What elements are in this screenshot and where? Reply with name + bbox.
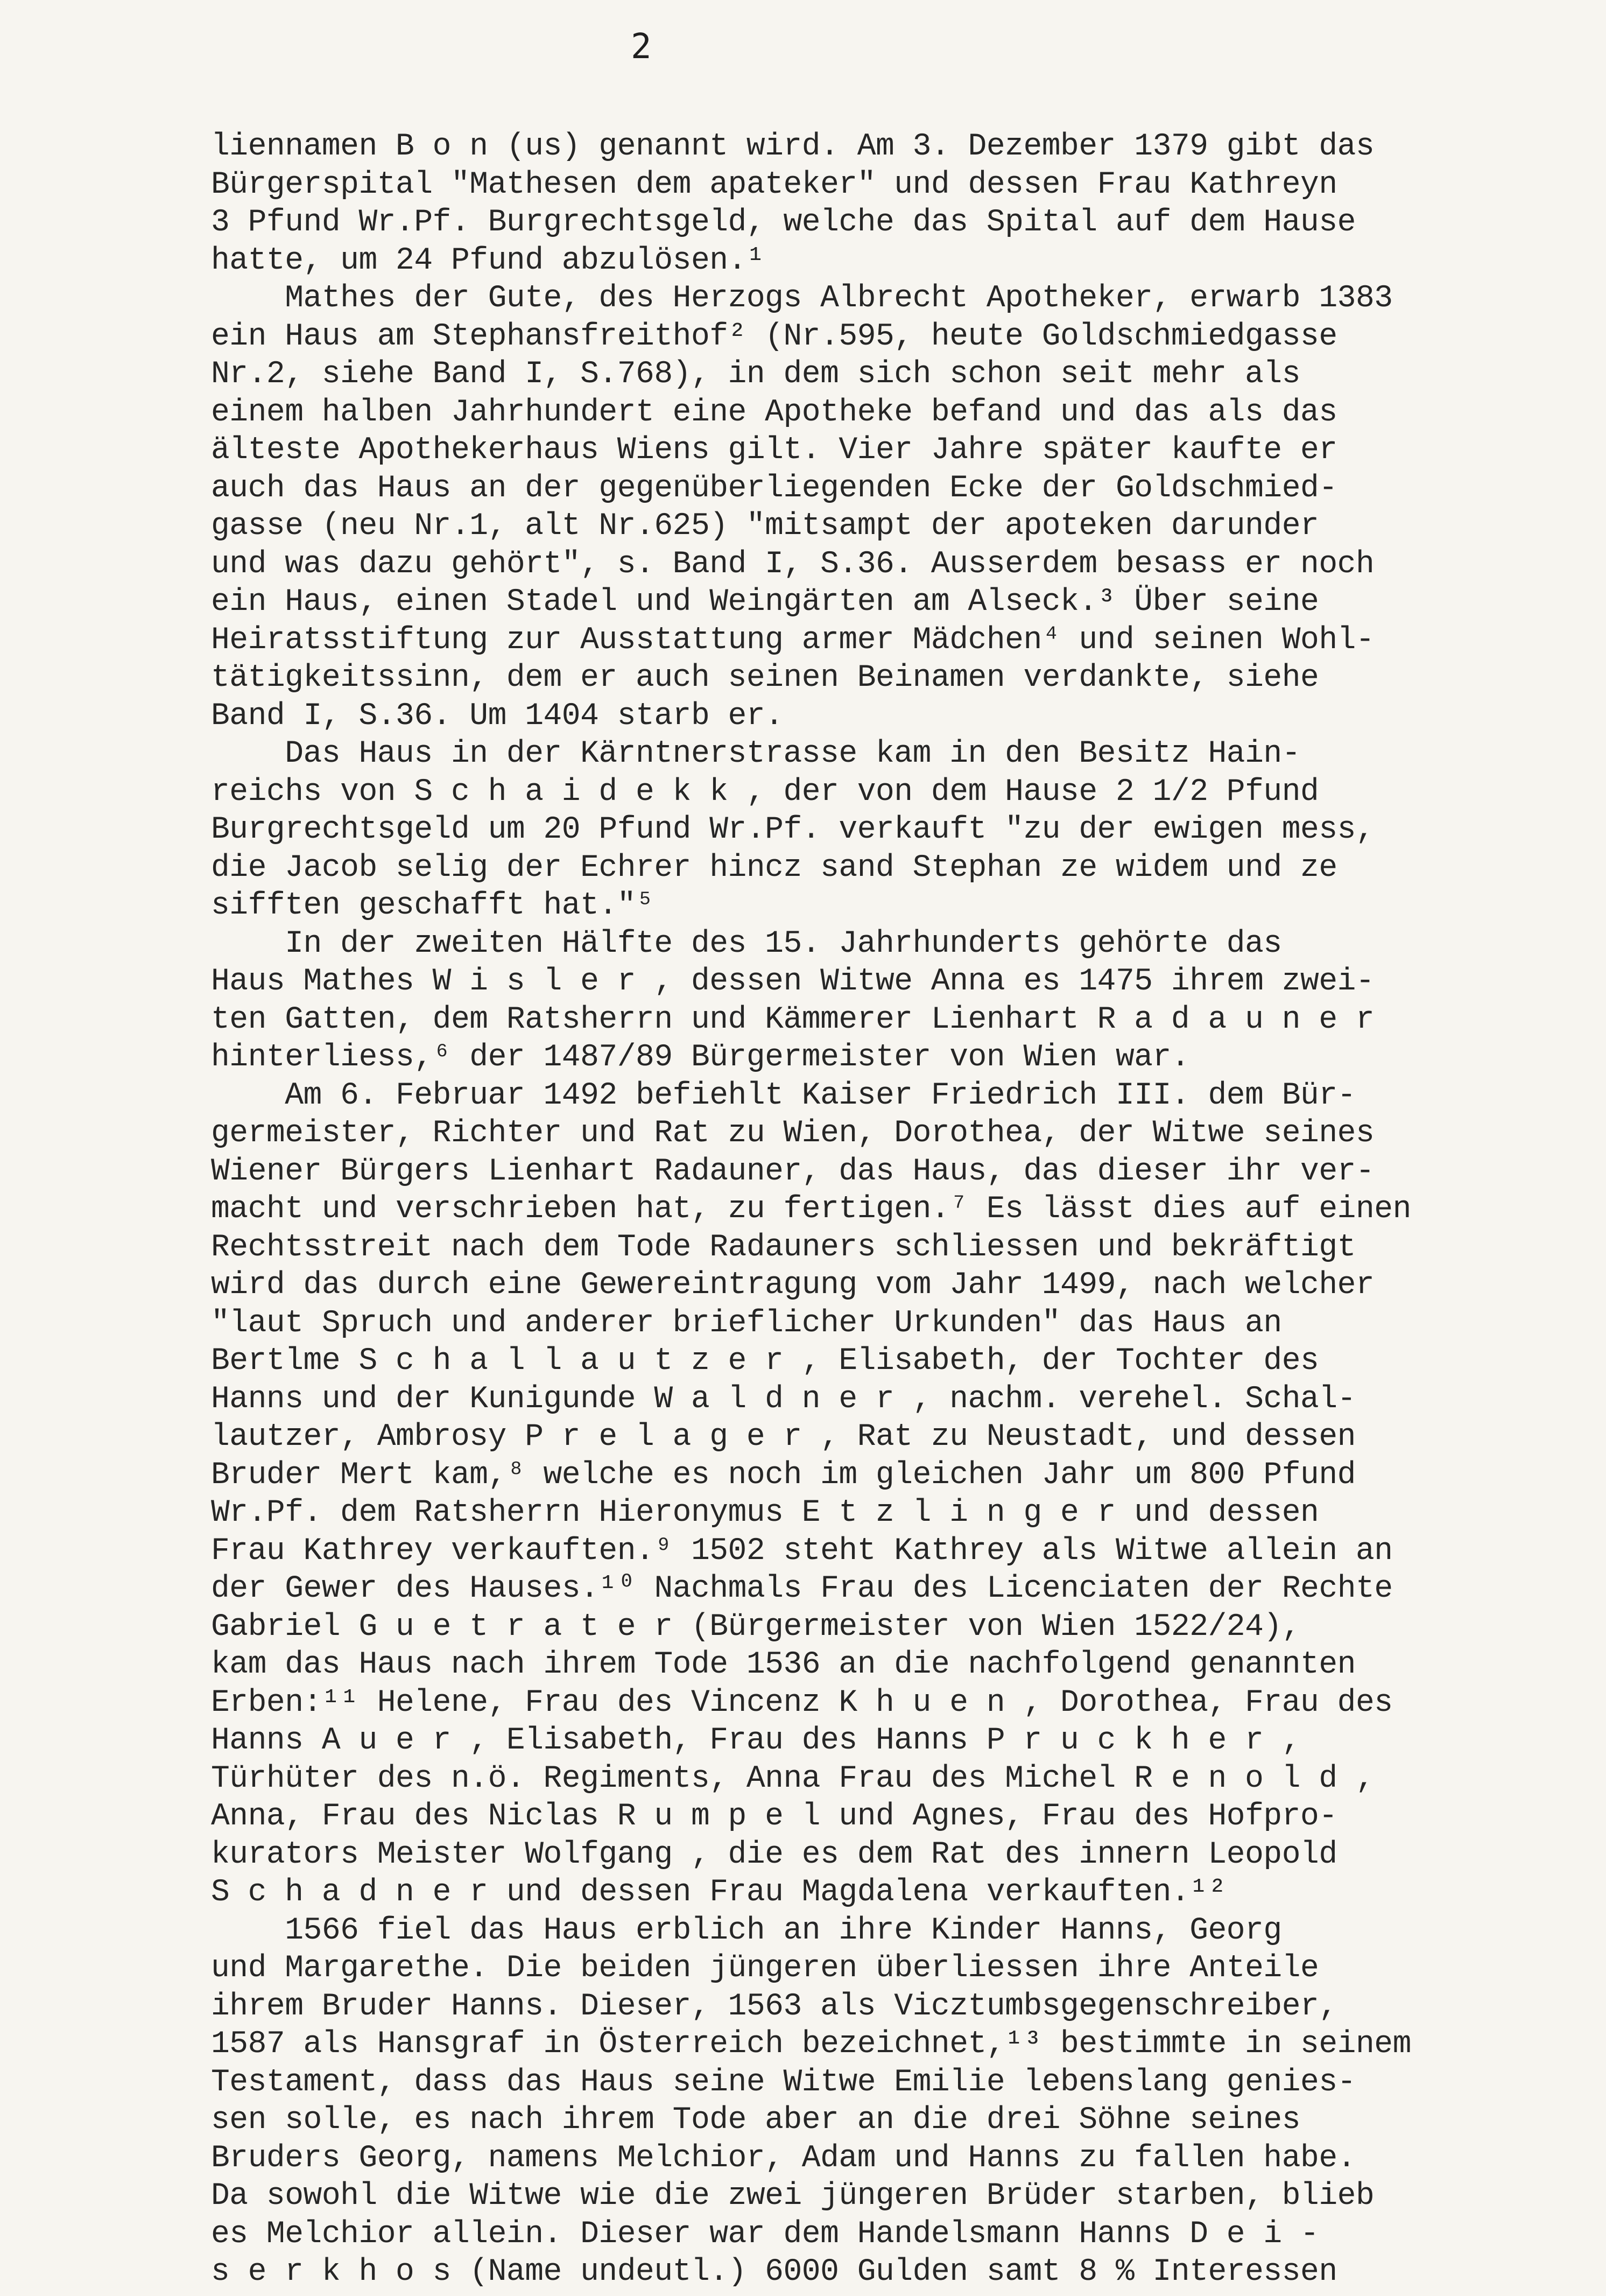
page-number: 2 xyxy=(631,27,652,67)
document-text: liennamen B o n (us) genannt wird. Am 3. Dezember 1379 gibt das Bürgerspital "Mathesen dem apateker" und dessen Frau Kathreyn 3 Pfund Wr.Pf. Burgrechtsgeld, welche das Spital auf dem Hause hatte, um 24 Pfund abzulösen.¹ Mathes der Gute, des Herzogs Albrecht Apotheker, erwarb 1383 ein Haus am Stephansfreithof² (Nr.595, heute Goldschmiedgasse Nr.2, siehe Band I, S.768), in dem sich schon seit mehr als einem halben Jahrhundert eine Apotheke befand und das als das älteste Apothekerhaus Wiens gilt. Vier Jahre später kaufte er auch das Haus an der gegenüberliegenden Ecke der Goldschmied- gasse (neu Nr.1, alt Nr.625) "mitsampt der apoteken darunder und was dazu gehört", s. Band I, S.36. Ausserdem besass er noch ein Haus, einen Stadel und Weingärten am Alseck.³ Über seine Heiratsstiftung zur Ausstattung armer Mädchen⁴ und seinen Wohl- tätigkeitssinn, dem er auch seinen Beinamen verdankte, siehe Band I, S.36. Um 1404 starb er. Das Haus in der Kärntnerstrasse kam in den Besitz Hain- reichs von S c h a i d e k k , der von dem Hause 2 1/2 Pfund Burgrechtsgeld um 20 Pfund Wr.Pf. verkauft "zu der ewigen mess, die Jacob selig der Echrer hincz sand Stephan ze widem und ze sifften geschafft hat."⁵ In der zweiten Hälfte des 15. Jahrhunderts gehörte das Haus Mathes W i s l e r , dessen Witwe Anna es 1475 ihrem zwei- ten Gatten, dem Ratsherrn und Kämmerer Lienhart R a d a u n e r hinterliess,⁶ der 1487/89 Bürgermeister von Wien war. Am 6. Februar 1492 befiehlt Kaiser Friedrich III. dem Bür- germeister, Richter und Rat zu Wien, Dorothea, der Witwe seines Wiener Bürgers Lienhart Radauner, das Haus, das dieser ihr ver- macht und verschrieben hat, zu fertigen.⁷ Es lässt dies auf einen Rechtsstreit nach dem Tode Radauners schliessen und bekräftigt wird das durch eine Gewereintragung vom Jahr 1499, nach welcher "laut Spruch und anderer brieflicher Urkunden" das Haus an Bertlme S c h a l l a u t z e r , Elisabeth, der Tochter des Hanns und der Kunigunde W a l d n e r , nachm. verehel. Schal- lautzer, Ambrosy P r e l a g e r , Rat zu Neustadt, und dessen Bruder Mert kam,⁸ welche es noch im gleichen Jahr um 800 Pfund Wr.Pf. dem Ratsherrn Hieronymus E t z l i n g e r und dessen Frau Kathrey verkauften.⁹ 1502 steht Kathrey als Witwe allein an der Gewer des Hauses.¹⁰ Nachmals Frau des Licenciaten der Rechte Gabriel G u e t r a t e r (Bürgermeister von Wien 1522/24), kam das Haus nach ihrem Tode 1536 an die nachfolgend genannten Erben:¹¹ Helene, Frau des Vincenz K h u e n , Dorothea, Frau des Hanns A u e r , Elisabeth, Frau des Hanns P r u c k h e r , Türhüter des n.ö. Regiments, Anna Frau des Michel R e n o l d , Anna, Frau des Niclas R u m p e l und Agnes, Frau des Hofpro- kurators Meister Wolfgang , die es dem Rat des innern Leopold S c h a d n e r und dessen Frau Magdalena verkauften.¹² 1566 fiel das Haus erblich an ihre Kinder Hanns, Georg und Margarethe. Die beiden jüngeren überliessen ihre Anteile ihrem Bruder Hanns. Dieser, 1563 als Vicztumbsgegenschreiber, 1587 als Hansgraf in Österreich bezeichnet,¹³ bestimmte in seinem Testament, dass das Haus seine Witwe Emilie lebenslang genies- sen solle, es nach ihrem Tode aber an die drei Söhne seines Bruders Georg, namens Melchior, Adam und Hanns zu fallen habe. Da sowohl die Witwe wie die zwei jüngeren Brüder starben, blieb es Melchior allein. Dieser war dem Handelsmann Hanns D e i - s e r k h o s (Name undeutl.) 6000 Gulden samt 8 % Interessen xyxy=(211,129,1411,2290)
